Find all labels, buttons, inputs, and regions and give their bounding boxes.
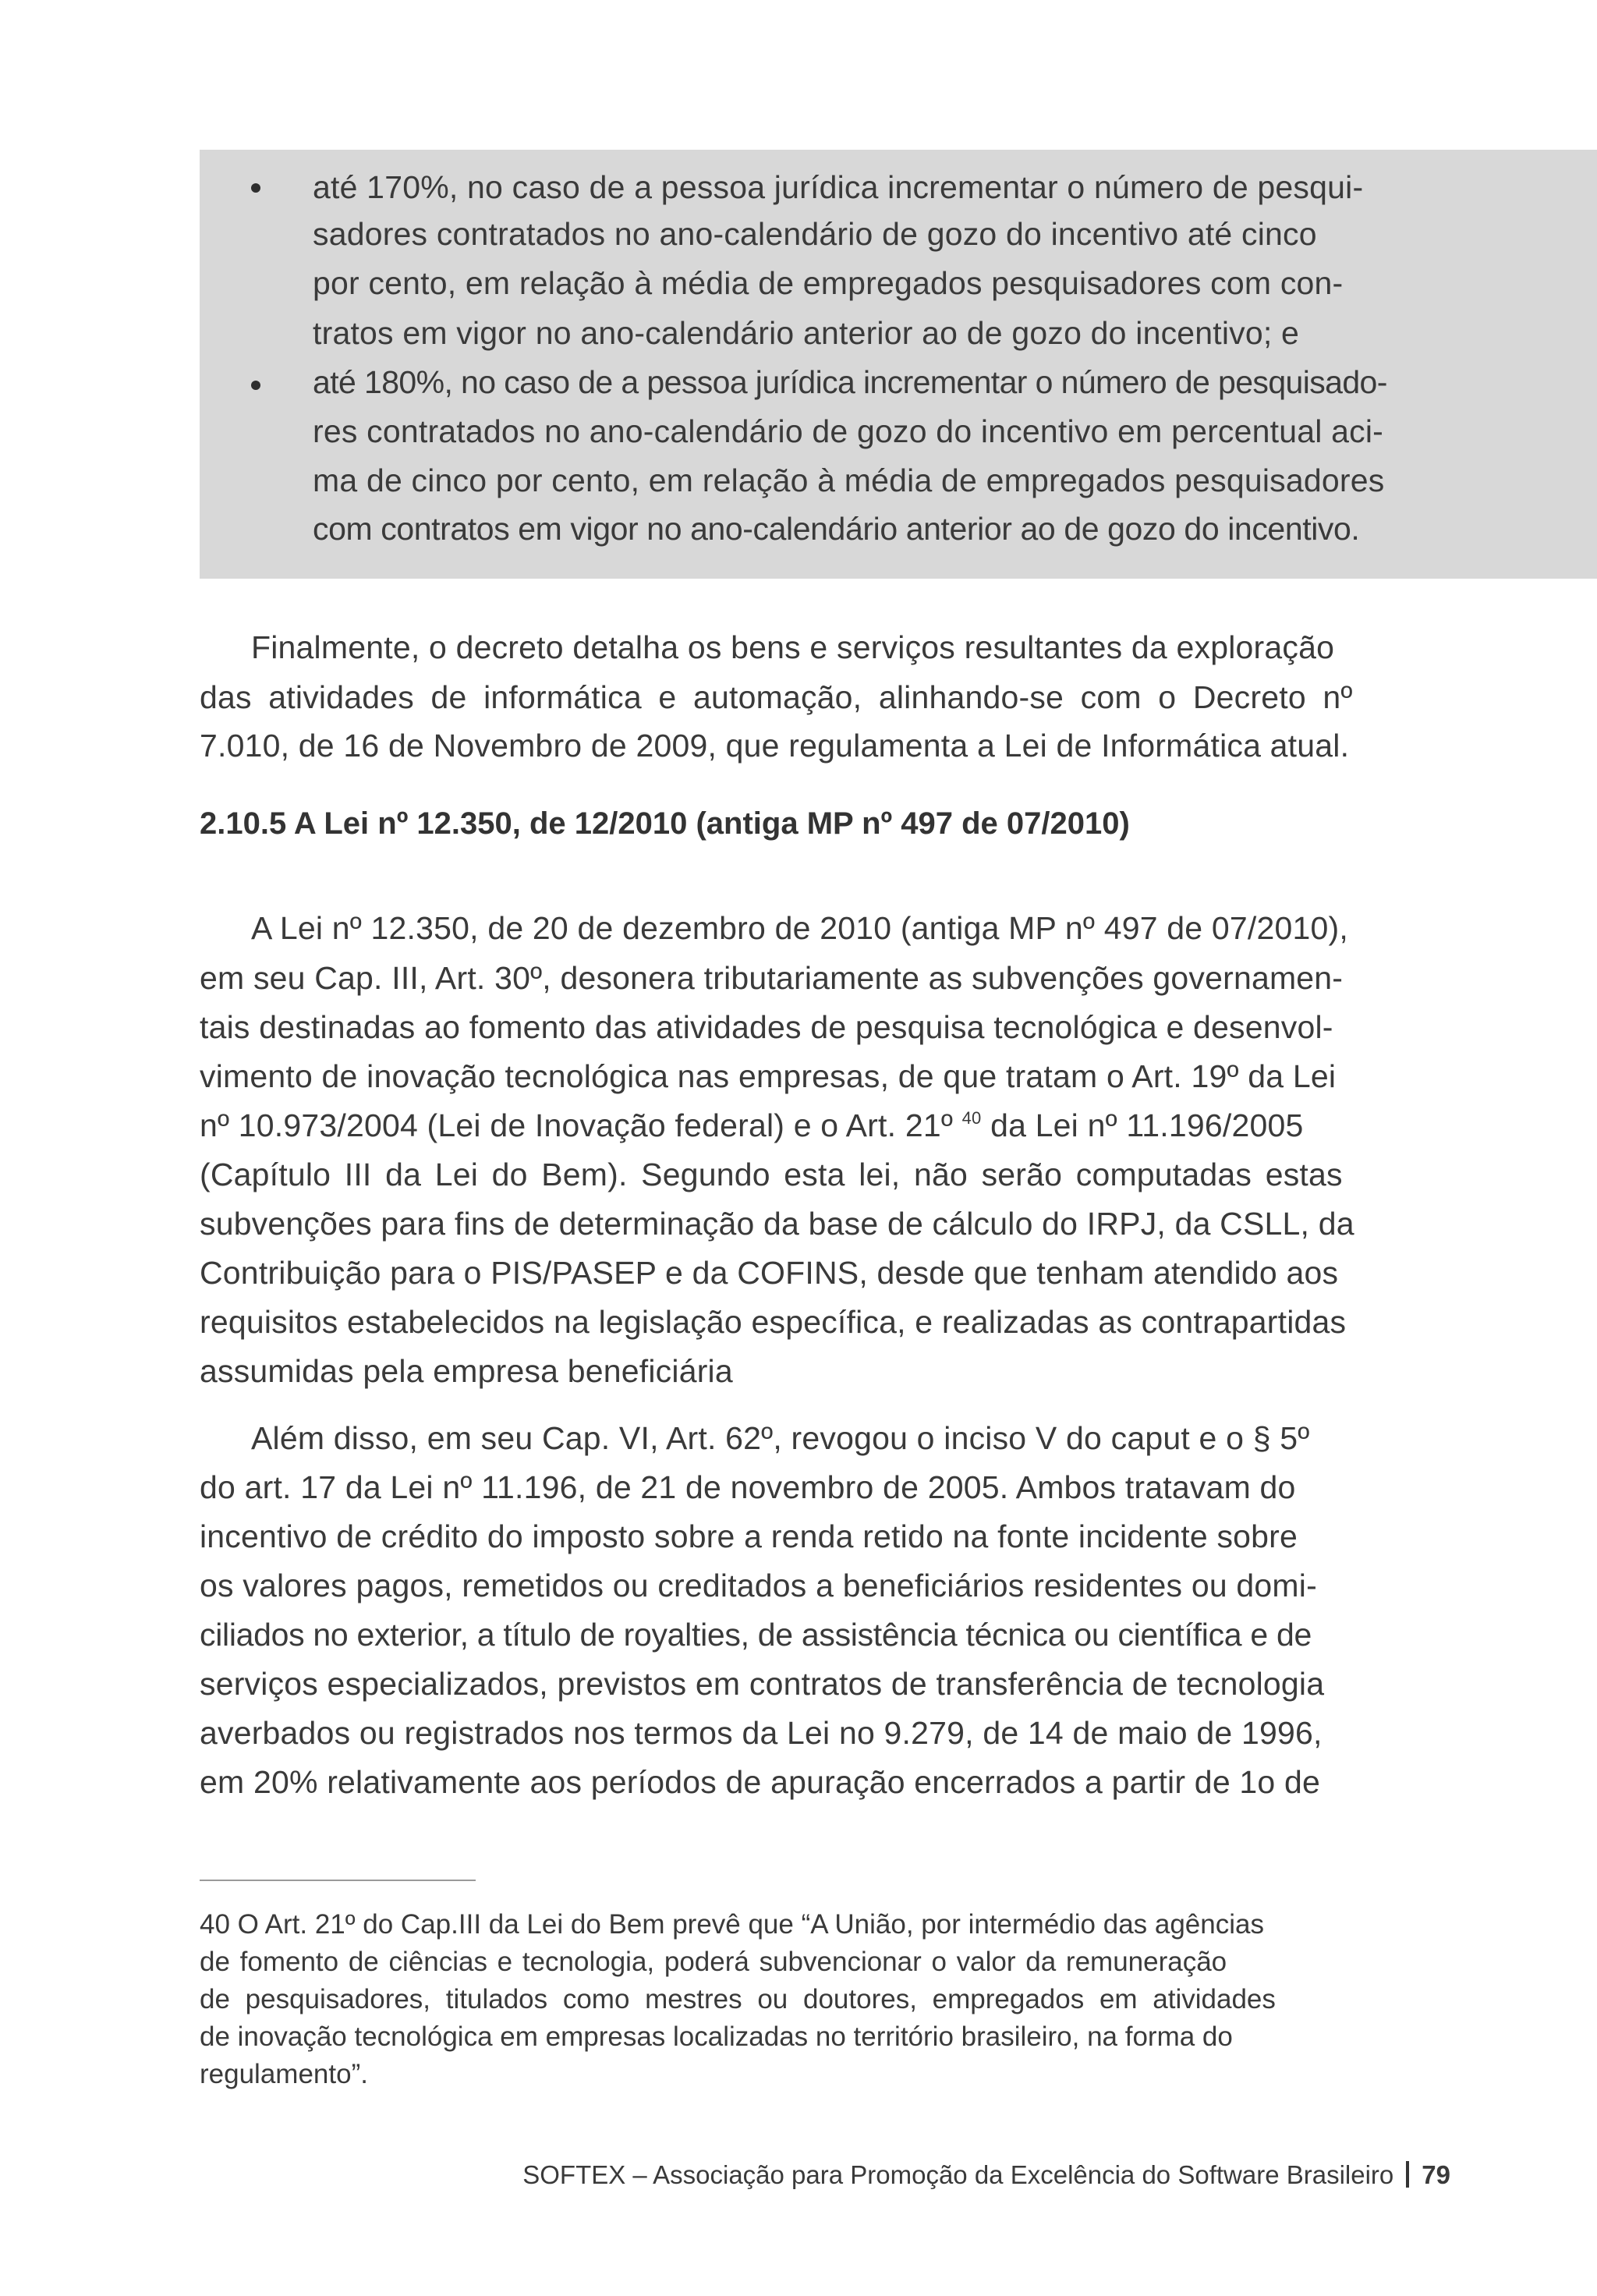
bullet-icon (251, 183, 260, 193)
footer-separator (1406, 2161, 1409, 2188)
footnote-line: 40 O Art. 21º do Cap.III da Lei do Bem prevê que “A União, por intermédio das agências (200, 1909, 1264, 1940)
paragraph-line: requisitos estabelecidos na legislação específica, e realizadas as contrapartidas (200, 1304, 1347, 1340)
bullet-2-line: até 180%, no caso de a pessoa jurídica incrementar o número de pesquisado- (313, 364, 1387, 400)
paragraph-line: averbados ou registrados nos termos da Lei no 9.279, de 14 de maio de 1996, (200, 1715, 1323, 1751)
paragraph-text: nº 10.973/2004 (Lei de Inovação federal) e o Art. 21º (200, 1107, 953, 1143)
paragraph-line: A Lei nº 12.350, de 20 de dezembro de 2010 (antiga MP nº 497 de 07/2010), (251, 910, 1348, 946)
page-footer (522, 2156, 1450, 2195)
paragraph-line (200, 1102, 1304, 1154)
footnote-line: de pesquisadores, titulados como mestres ou doutores, empregados em atividades (200, 1984, 1276, 2014)
footnote-line: de inovação tecnológica em empresas localizadas no território brasileiro, na forma do (200, 2021, 1233, 2052)
bullet-2-line: res contratados no ano-calendário de gozo do incentivo em percentual aci- (313, 413, 1383, 449)
paragraph-line: do art. 17 da Lei nº 11.196, de 21 de novembro de 2005. Ambos tratavam do (200, 1469, 1296, 1505)
bullet-2-line: com contratos em vigor no ano-calendário anterior ao de gozo do incentivo. (313, 511, 1360, 547)
paragraph-line: em 20% relativamente aos períodos de apuração encerrados a partir de 1o de (200, 1764, 1321, 1800)
footnote-reference: 40 (961, 1108, 982, 1128)
paragraph-line: 7.010, de 16 de Novembro de 2009, que regulamenta a Lei de Informática atual. (200, 728, 1350, 764)
bullet-1-line: sadores contratados no ano-calendário de gozo do incentivo até cinco (313, 216, 1317, 252)
page-number: 79 (1422, 2160, 1450, 2189)
footnote-line: de fomento de ciências e tecnologia, poderá subvencionar o valor da remuneração (200, 1947, 1227, 1977)
bullet-icon (251, 381, 260, 390)
paragraph-line: ciliados no exterior, a título de royalties, de assistência técnica ou científica e de (200, 1617, 1312, 1653)
bullet-1-line: tratos em vigor no ano-calendário anterior ao de gozo do incentivo; e (313, 315, 1300, 351)
paragraph-line: os valores pagos, remetidos ou creditados a beneficiários residentes ou domi- (200, 1568, 1317, 1603)
section-heading: 2.10.5 A Lei nº 12.350, de 12/2010 (antiga MP nº 497 de 07/2010) (200, 806, 1130, 841)
paragraph-line: Além disso, em seu Cap. VI, Art. 62º, revogou o inciso V do caput e o § 5º (251, 1420, 1310, 1456)
paragraph-line: tais destinadas ao fomento das atividades de pesquisa tecnológica e desenvol- (200, 1009, 1333, 1045)
bullet-1-line: até 170%, no caso de a pessoa jurídica incrementar o número de pesqui- (313, 169, 1364, 205)
paragraph-line: das atividades de informática e automação, alinhando-se com o Decreto nº (200, 679, 1353, 715)
paragraph-line: vimento de inovação tecnológica nas empresas, de que tratam o Art. 19º da Lei (200, 1058, 1337, 1094)
paragraph-line: incentivo de crédito do imposto sobre a renda retido na fonte incidente sobre (200, 1518, 1298, 1554)
paragraph-text: da Lei nº 11.196/2005 (990, 1107, 1304, 1143)
paragraph-line: subvenções para fins de determinação da base de cálculo do IRPJ, da CSLL, da (200, 1206, 1354, 1242)
footnote-divider (200, 1880, 476, 1881)
paragraph-line: Finalmente, o decreto detalha os bens e serviços resultantes da exploração (251, 629, 1335, 665)
footnote-line: regulamento”. (200, 2059, 368, 2089)
bullet-2-line: ma de cinco por cento, em relação à média de empregados pesquisadores (313, 462, 1385, 498)
footer-text: SOFTEX – Associação para Promoção da Excelência do Software Brasileiro (522, 2160, 1394, 2189)
paragraph-line: (Capítulo III da Lei do Bem). Segundo esta lei, não serão computadas estas (200, 1157, 1343, 1192)
bullet-1-line: por cento, em relação à média de empregados pesquisadores com con- (313, 265, 1344, 301)
paragraph-line: Contribuição para o PIS/PASEP e da COFINS, desde que tenham atendido aos (200, 1255, 1339, 1291)
paragraph-line: serviços especializados, previstos em contratos de transferência de tecnologia (200, 1666, 1325, 1702)
paragraph-line: assumidas pela empresa beneficiária (200, 1353, 733, 1389)
paragraph-line: em seu Cap. III, Art. 30º, desonera tributariamente as subvenções governamen- (200, 960, 1344, 996)
